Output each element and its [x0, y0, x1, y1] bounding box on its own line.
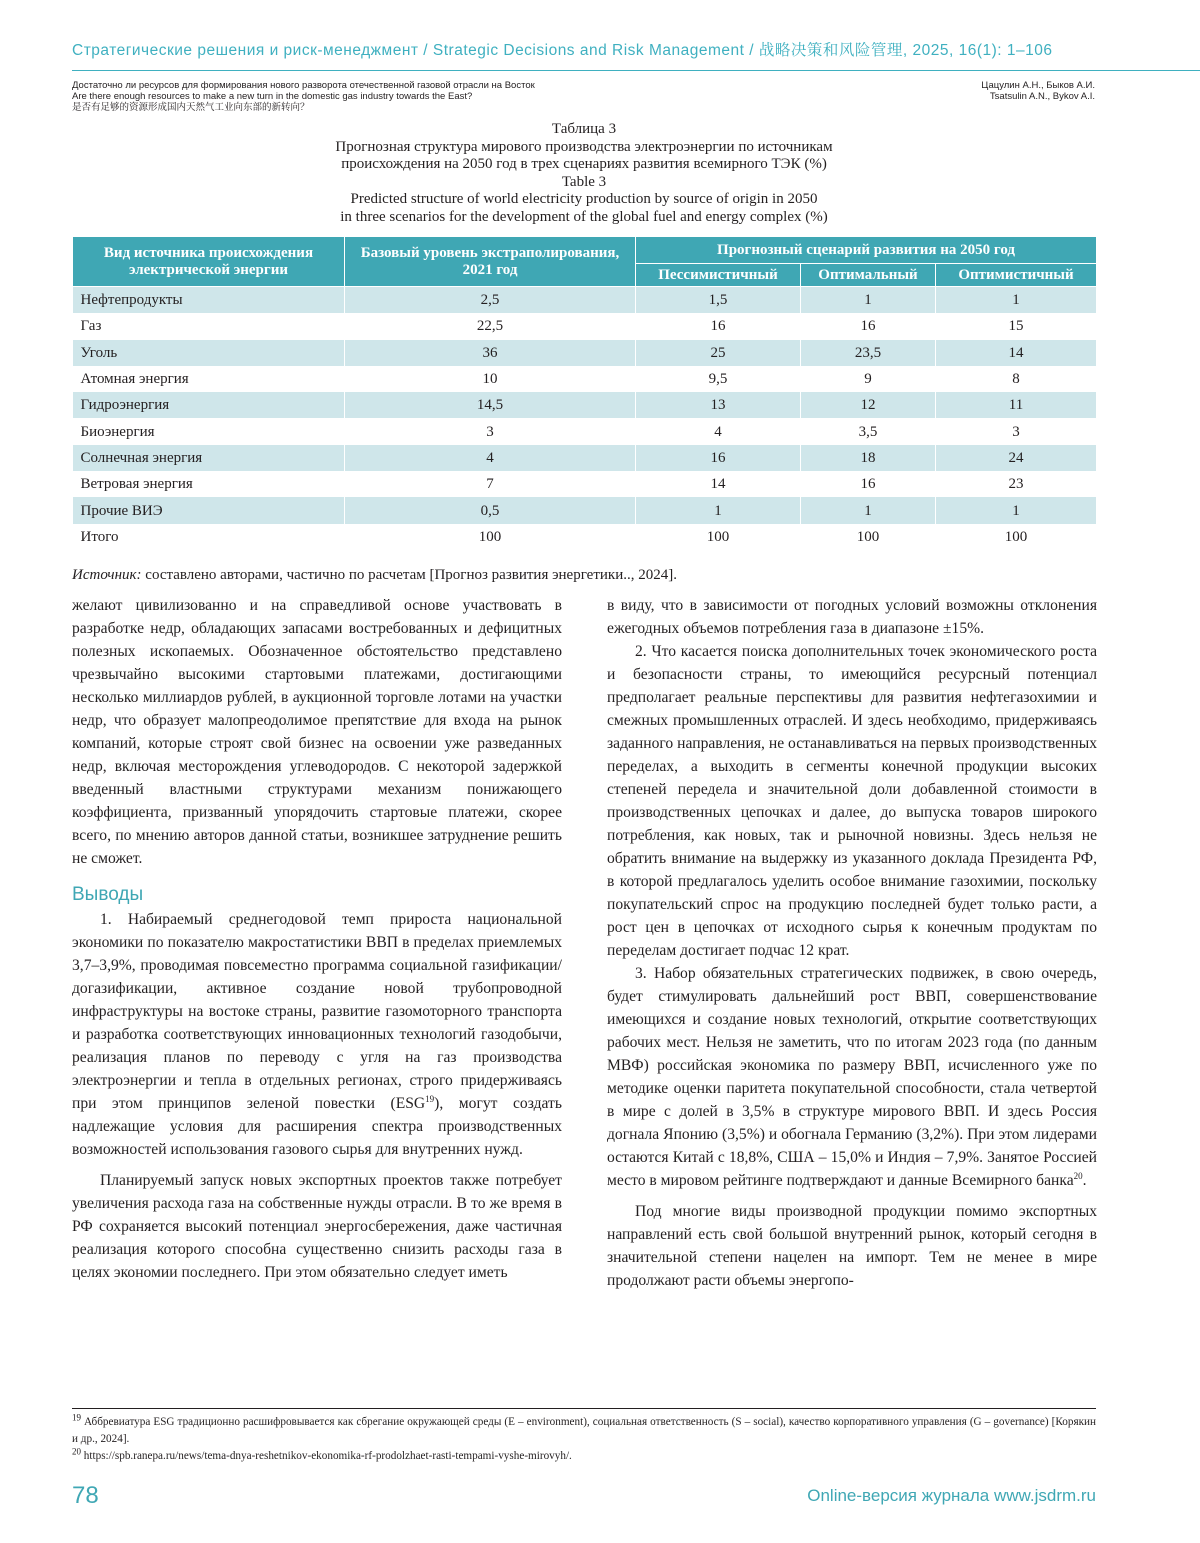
cell-base: 4 [345, 445, 636, 471]
body-paragraph: желают цивилизованно и на справедливой основе участвовать в разработке недр, обладающих запасами востребованных и дефицитных полезных ископаемых. Обозначенное обстоятельство представлено чрезвычайно высокими стартовыми платежами, достигающими несколько миллиардов рублей, в аукционной торговле лотами на участки недр, что образует малопреодолимое препятствие для входа на рынок компаний, которые строят свой бизнес на освоении уже разведанных недр, включая месторождения углеводородов. С некоторой задержкой введенный властными структурами механизм понижающего коэффициента, призванный упорядочить стартовые платежи, скорее всего, по мнению авторов данной статьи, возникшее затруднение решить не сможет. [72, 597, 562, 867]
cell-pessimistic: 16 [636, 313, 801, 339]
table-source-note [72, 567, 1096, 584]
cell-optimal: 9 [801, 366, 936, 392]
cell-optimal: 100 [801, 524, 936, 550]
body-paragraph: в виду, что в зависимости от погодных условий возможны отклонения ежегодных объемов потребления газа в диапазоне ±15%. [607, 597, 1097, 637]
authors-ru: Цацулин А.Н., Быков А.И. [981, 80, 1095, 91]
cell-pessimistic: 1 [636, 497, 801, 523]
body-paragraph [607, 962, 1097, 1192]
running-title-ru: Достаточно ли ресурсов для формирования нового разворота отечественной газовой отрасли на Восток [72, 80, 535, 91]
cell-pessimistic: 1,5 [636, 287, 801, 314]
cell-optimistic: 1 [936, 497, 1097, 523]
footnote-19 [72, 1414, 1096, 1448]
table-caption [72, 121, 1096, 227]
running-head-authors [981, 80, 1095, 102]
cell-optimistic: 11 [936, 392, 1097, 418]
cell-base: 3 [345, 418, 636, 444]
cell-optimistic: 100 [936, 524, 1097, 550]
cell-pessimistic: 9,5 [636, 366, 801, 392]
section-heading: Выводы [72, 884, 144, 905]
cell-pessimistic: 4 [636, 418, 801, 444]
cell-optimistic: 24 [936, 445, 1097, 471]
cell-base: 22,5 [345, 313, 636, 339]
source-text: составлено авторами, частично по расчетам [Прогноз развития энергетики.., 2024]. [141, 567, 677, 583]
cell-optimistic: 14 [936, 340, 1097, 366]
caption-line: Predicted structure of world electricity production by source of origin in 2050 [350, 191, 818, 208]
table-row [73, 366, 1097, 392]
caption-line: Таблица 3 [551, 121, 617, 137]
body-paragraph: Под многие виды производной продукции помимо экспортных направлений есть свой большой внутренний рынок, который сегодня в значительной степени нацелен на импорт. Тем не менее в мире продолжают расти объемы энергопо- [607, 1203, 1097, 1289]
cell-base: 10 [345, 366, 636, 392]
footnote-rule [72, 1408, 1096, 1409]
body-paragraph: Планируемый запуск новых экспортных проектов также потребует увеличения расхода газа на собственные нужды отрасли. В то же время в РФ сохраняется высокий потенциал энергосбережения, даже частичная реализация которого способна существенно снизить расходы газа в целях экономии последнего. При этом обязательно следует иметь [72, 1172, 562, 1281]
journal-header: Стратегические решения и риск-менеджмент / Strategic Decisions and Risk Management / 战略决策和风险管理, 2025, 16(1): 1–106 [72, 42, 1053, 59]
cell-pessimistic: 13 [636, 392, 801, 418]
footnote-mark: 19 [72, 1412, 81, 1423]
cell-optimal: 16 [801, 471, 936, 497]
cell-optimistic: 1 [936, 287, 1097, 314]
footnote-ref: 19 [425, 1093, 435, 1104]
cell-optimal: 23,5 [801, 340, 936, 366]
header-source: Вид источника происхождения электрической энергии [73, 237, 345, 287]
cell-pessimistic: 100 [636, 524, 801, 550]
cell-optimistic: 8 [936, 366, 1097, 392]
header-base-level: Базовый уровень экстраполирования, 2021 год [345, 237, 636, 287]
cell-source: Прочие ВИЭ [73, 497, 345, 523]
cell-optimistic: 23 [936, 471, 1097, 497]
header-optimal: Оптимальный [801, 264, 936, 287]
cell-pessimistic: 16 [636, 445, 801, 471]
page-number: 78 [72, 1482, 99, 1509]
cell-source: Газ [73, 313, 345, 339]
cell-source: Уголь [73, 340, 345, 366]
footnote-text: Аббревиатура ESG традиционно расшифровывается как сбрегание окружающей среды (E – environment), социальная ответственность (S – social), качество корпоративного управления (G – governance) [Корякин и др., 2024]. [72, 1416, 1096, 1445]
cell-pessimistic: 25 [636, 340, 801, 366]
cell-base: 0,5 [345, 497, 636, 523]
cell-optimal: 3,5 [801, 418, 936, 444]
running-head-title [72, 80, 772, 113]
body-paragraph: 2. Что касается поиска дополнительных точек экономического роста и безопасности страны, то имеющийся ресурсный потенциал предполагает реальные перспективы для развития нефтегазохимии и смежных промышленных отраслей. И здесь необходимо, придерживаясь заданного направления, не останавливаться на первых производственных переделах, а выходить в сегменты конечной продукции высоких степеней передела и значительной доли добавленной стоимости в производственных цепочках и далее, до выпуска товаров широкого потребления, как новых, так и рыночной новизны. Здесь нельзя не обратить внимание на выдержку из указанного доклада Президента РФ, в которой предлагалось уделить особое внимание газохимии, поскольку покупательский спрос на продукцию последней будет только расти, а рост цен в цепочках от исходного сырья к конечным продуктам по переделам достигает подчас 12 крат. [607, 643, 1097, 959]
header-optimistic: Оптимистичный [936, 264, 1097, 287]
cell-optimal: 1 [801, 287, 936, 314]
caption-line: Прогнозная структура мирового производства электроэнергии по источникам [335, 138, 833, 155]
cell-optimal: 1 [801, 497, 936, 523]
cell-optimistic: 3 [936, 418, 1097, 444]
caption-line: Table 3 [561, 173, 607, 190]
table-row [73, 392, 1097, 418]
cell-optimal: 16 [801, 313, 936, 339]
table-row [73, 445, 1097, 471]
table-row-total [73, 524, 1097, 550]
table-row [73, 287, 1097, 314]
header-pessimistic: Пессимистичный [636, 264, 801, 287]
footnote-20 [72, 1448, 1096, 1465]
table-row [73, 497, 1097, 523]
left-column [72, 594, 562, 1284]
footnote-link[interactable]: https://spb.ranepa.ru/news/tema-dnya-reshetnikov-ekonomika-rf-prodolzhaet-rasti-tempami-vyshe-mirovyh/. [81, 1450, 572, 1462]
cell-source: Итого [73, 524, 345, 550]
cell-pessimistic: 14 [636, 471, 801, 497]
authors-en: Tsatsulin A.N., Bykov A.I. [989, 91, 1095, 102]
right-column [607, 594, 1097, 1292]
table-row [73, 418, 1097, 444]
cell-source: Атомная энергия [73, 366, 345, 392]
cell-source: Нефтепродукты [73, 287, 345, 314]
cell-source: Биоэнергия [73, 418, 345, 444]
paragraph-text: 3. Набор обязательных стратегических подвижек, в свою очередь, будет стимулировать дальнейший рост ВВП, совершенствование имеющихся и создание новых технологий, открытие соответствующих рабочих мест. Нельзя не заметить, что по итогам 2023 года (по данным МВФ) российская экономика по размеру ВВП, исчисленного уже по методике оценки паритета покупательной способности, стала четвертой в мире с долей в 3,5% в структуре мирового ВВП. И здесь Россия догнала Японию (3,5%) и обогнала Германию (3,2%). При этом лидерами остаются Китай с 18,8%, США – 15,0% и Индия – 7,9%. Занятое Россией место в мировом рейтинге подтверждают и данные Всемирного банка [607, 965, 1097, 1189]
online-version-link[interactable]: Online-версия журнала www.jsdrm.ru [807, 1486, 1096, 1505]
cell-base: 36 [345, 340, 636, 366]
caption-line: in three scenarios for the development of the global fuel and energy complex (%) [340, 208, 828, 225]
cell-source: Гидроэнергия [73, 392, 345, 418]
cell-optimal: 12 [801, 392, 936, 418]
cell-base: 100 [345, 524, 636, 550]
footnotes [72, 1414, 1096, 1465]
cell-base: 2,5 [345, 287, 636, 314]
header-forecast: Прогнозный сценарий развития на 2050 год [636, 237, 1097, 264]
table-row [73, 471, 1097, 497]
cell-source: Солнечная энергия [73, 445, 345, 471]
source-label: Источник: [72, 567, 142, 583]
table-row [73, 340, 1097, 366]
cell-source: Ветровая энергия [73, 471, 345, 497]
paragraph-text: ), могут создать надлежащие условия для расширения спектра производственных возможностей использования газового сырья для внутренних нужд. [72, 1095, 562, 1158]
running-title-zh: 是否有足够的资源形成国内天然气工业向东部的新转向？ [72, 102, 310, 113]
running-title-en: Are there enough resources to make a new turn in the domestic gas industry towards the East? [72, 91, 473, 102]
footnote-mark: 20 [72, 1446, 81, 1457]
cell-optimal: 18 [801, 445, 936, 471]
body-paragraph [72, 908, 562, 1161]
cell-base: 7 [345, 471, 636, 497]
footnote-ref: 20 [1073, 1170, 1083, 1181]
table-row [73, 313, 1097, 339]
electricity-structure-table [72, 236, 1097, 550]
paragraph-text: . [1082, 1172, 1087, 1189]
cell-optimistic: 15 [936, 313, 1097, 339]
paragraph-text: 1. Набираемый среднегодовой темп прироста национальной экономики по показателю макростатистики ВВП в пределах приемлемых 3,7–3,9%, проводимая повсеместно программа социальной газификации/догазификации, активное создание новой трубопроводной инфраструктуры на востоке страны, развитие газомоторного транспорта и разработка соответствующих инновационных технологий газодобычи, реализация планов по переводу с угля на газ производства электроэнергии и тепла в отдельных регионах, строго придерживаясь при этом принципов зеленой повестки (ESG [72, 911, 562, 1112]
header-rule [72, 70, 1200, 71]
cell-base: 14,5 [345, 392, 636, 418]
caption-line: происхождения на 2050 год в трех сценариях развития всемирного ТЭК (%) [341, 156, 827, 173]
